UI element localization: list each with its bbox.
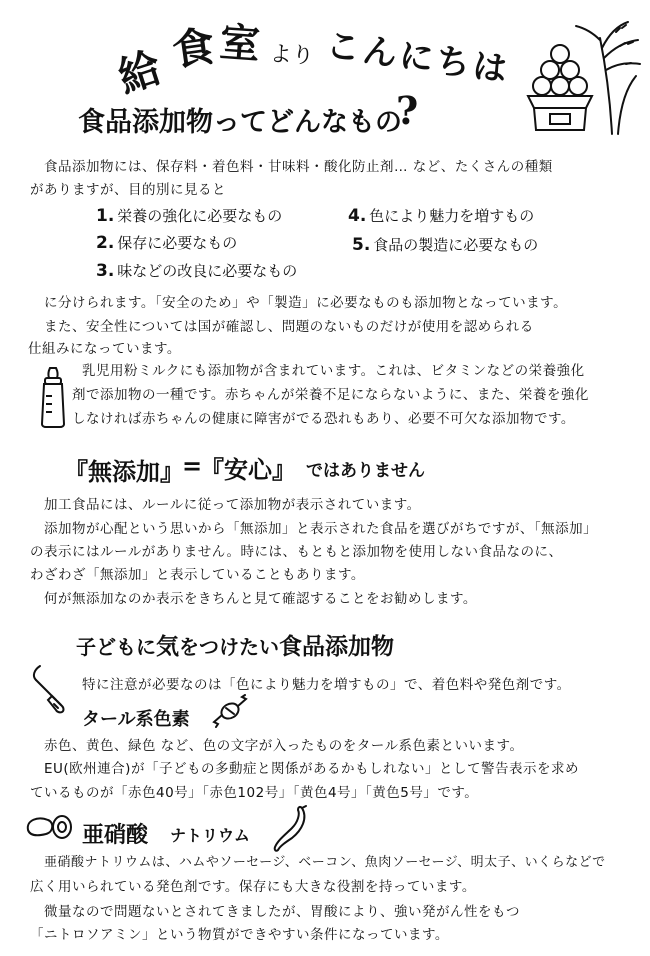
purpose-item-1: 1. 栄養の強化に必要なもの — [96, 206, 283, 226]
candy-icon — [210, 694, 250, 728]
section3-title: 子どもに気をつけたい食品添加物 — [76, 634, 394, 660]
nitrite-title-b: ナトリウム — [170, 826, 250, 845]
purpose-item-3: 3. 味などの改良に必要なもの — [96, 261, 298, 281]
section2-title-equals: = — [182, 452, 203, 480]
section1-after-list-1: に分けられます。「安全のため」や「製造」に必要なものも添加物となっています。 — [44, 295, 568, 311]
milk-line-1: 乳児用粉ミルクにも添加物が含まれています。これは、ビタミンなどの栄養強化 — [82, 363, 585, 379]
section2-line-2: 添加物が心配という思いから「無添加」と表示された食品を選びがちですが、「無添加」 — [44, 521, 598, 537]
nitrite-line-3: 微量なので問題ないとされてきましたが、胃酸により、強い発がん性をもつ — [44, 904, 520, 920]
milk-line-3: しなければ赤ちゃんの健康に障害がでる恐れもあり、必要不可欠な添加物です。 — [72, 411, 575, 427]
tsukimi-dango-icon — [520, 18, 642, 136]
section1-title: 食品添加物ってどんなもの — [78, 107, 402, 138]
purpose-item-5: 5. 食品の製造に必要なもの — [352, 235, 539, 255]
purpose-item-4: 4. 色により魅力を増すもの — [348, 206, 535, 226]
section2-line-3: の表示にはルールがありません。時には、もともと添加物を使用しない食品なのに、 — [30, 544, 563, 560]
section1-intro-line-2: がありますが、目的別に見ると — [30, 182, 226, 198]
tar-line-1: 赤色、黄色、緑色 など、色の文字が入ったものをタール系色素といいます。 — [44, 738, 524, 754]
sausage-icon — [272, 804, 312, 854]
header-hello: こんにちは — [323, 25, 513, 91]
section3-intro: 特に注意が必要なのは「色により魅力を増すもの」で、着色料や発色剤です。 — [82, 677, 571, 693]
section1-after-list-3: 仕組みになっています。 — [28, 341, 181, 357]
nitrite-line-2: 広く用いられている発色剤です。保存にも大きな役割を持っています。 — [30, 879, 476, 895]
section2-title-mutenka: 『無添加』 — [64, 458, 184, 486]
section1-after-list-2: また、安全性については国が確認し、問題のないものだけが使用を認められる — [44, 319, 534, 335]
tar-line-2: EU(欧州連合)が「子どもの多動症と関係があるかもしれない」として警告表示を求め — [44, 761, 579, 777]
purpose-item-2: 2. 保存に必要なもの — [96, 233, 238, 253]
section2-title-anshin: 『安心』 — [200, 456, 296, 484]
baby-bottle-icon — [36, 366, 70, 428]
tar-line-3: ているものが「赤色40号」「赤色102号」「黄色4号」「黄色5号」です。 — [30, 785, 479, 801]
ham-icon — [24, 812, 74, 842]
section2-line-5: 何が無添加なのか表示をきちんと見て確認することをお勧めします。 — [44, 591, 477, 607]
header-char-shoku: 食 — [169, 21, 218, 76]
paintbrush-icon — [26, 664, 70, 714]
header-char-shitsu: 室 — [218, 18, 262, 69]
header-char-kyu: 給 — [112, 42, 168, 103]
section1-intro-line-1: 食品添加物には、保存料・着色料・甘味料・酸化防止剤… など、たくさんの種類 — [44, 159, 553, 175]
tar-dye-title: タール系色素 — [82, 709, 190, 730]
section2-line-1: 加工食品には、ルールに従って添加物が表示されています。 — [44, 497, 421, 513]
nitrite-line-4: 「ニトロソアミン」という物質ができやすい条件になっています。 — [30, 927, 449, 943]
nitrite-title-a: 亜硝酸 — [82, 823, 149, 848]
header-yori: より — [269, 41, 315, 70]
section2-line-4: わざわざ「無添加」と表示していることもあります。 — [30, 567, 365, 583]
question-mark: ? — [396, 88, 419, 133]
milk-line-2: 剤で添加物の一種です。赤ちゃんが栄養不足にならないように、また、栄養を強化 — [72, 387, 589, 403]
nitrite-line-1: 亜硝酸ナトリウムは、ハムやソーセージ、ベーコン、魚肉ソーセージ、明太子、いくらなどで — [44, 855, 606, 870]
section2-title-rest: ではありません — [306, 461, 425, 481]
